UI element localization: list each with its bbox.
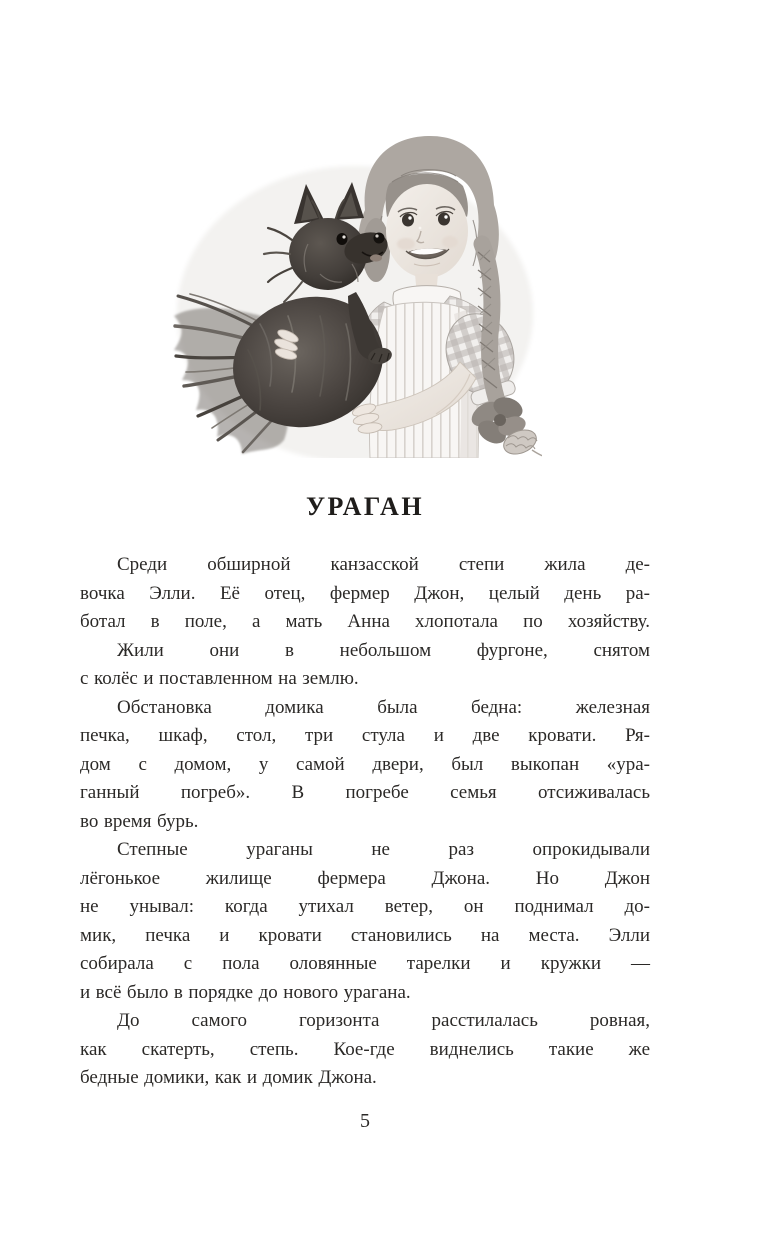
text-line: Степные ураганы не раз опрокидывали [117, 839, 650, 860]
text-line: не унывал: когда утихал ветер, он поднимал до- [80, 896, 650, 917]
chapter-title: УРАГАН [305, 492, 425, 521]
text-line: Жили они в небольшом фургоне, снятом [117, 639, 650, 661]
text-line: дом с домом, у самой двери, был выкопан «ура- [80, 753, 650, 775]
paragraph [80, 637, 650, 694]
text-line: мик, печка и кровати становились на места. Элли [80, 924, 650, 946]
paragraph [80, 1007, 650, 1093]
text-line: как скатерть, степь. Кое-где виднелись такие же [80, 1038, 650, 1060]
chapter-illustration-girl-with-puppy [170, 124, 542, 458]
text-line: во время бурь. [80, 810, 199, 832]
dog-eye [337, 233, 348, 245]
text-line: ганный погреб». В погребе семья отсиживалась [80, 782, 650, 803]
girl-face [386, 184, 468, 278]
page-number: 5 [360, 1110, 370, 1132]
text-line: с колёс и поставленном на землю. [80, 668, 359, 689]
text-line: бедные домики, как и домик Джона. [80, 1067, 377, 1088]
text-line: ботал в поле, а мать Анна хлопотала по хозяйству. [80, 611, 650, 632]
text-line: лёгонькое жилище фермера Джона. Но Джон [80, 867, 650, 889]
paragraph [80, 694, 650, 837]
paragraph [80, 551, 650, 637]
text-line: До самого горизонта расстилалась ровная, [117, 1010, 650, 1031]
text-line: печка, шкаф, стол, три стула и две кровати. Ря- [80, 725, 650, 746]
body-text [80, 551, 650, 1093]
text-line: и всё было в порядке до нового урагана. [80, 981, 411, 1003]
paragraph [80, 836, 650, 1007]
dog-tongue [370, 254, 382, 261]
text-line: Среди обширной канзасской степи жила де- [117, 554, 650, 575]
text-line: Обстановка домика была бедна: железная [117, 696, 650, 718]
text-line: собирала с пола оловянные тарелки и кружки — [80, 953, 650, 974]
text-line: вочка Элли. Её отец, фермер Джон, целый день ра- [80, 582, 650, 604]
